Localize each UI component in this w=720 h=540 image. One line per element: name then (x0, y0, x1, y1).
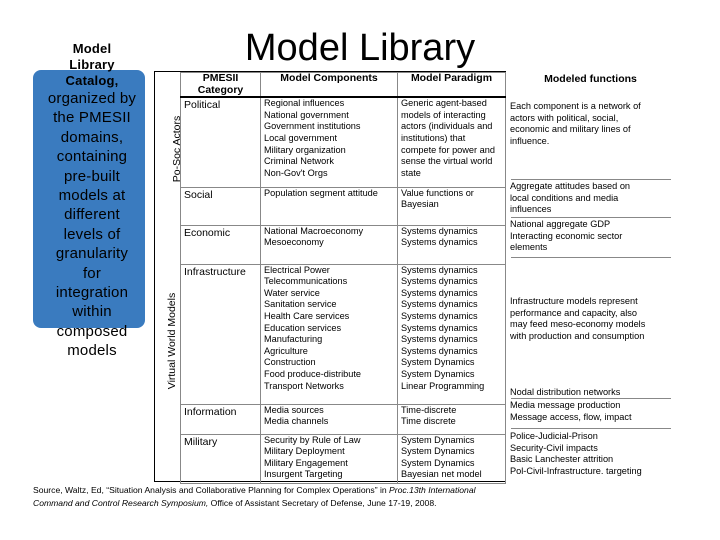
paradigm-line: Systems dynamics (401, 322, 478, 333)
paradigm-line: System Dynamics (401, 357, 475, 368)
function-line: influence. (510, 135, 550, 146)
components-cell (261, 97, 398, 187)
sidebar-line: for (82, 264, 102, 282)
paradigm-line: Systems dynamics (401, 225, 478, 236)
sidebar-line: domains, (60, 128, 124, 146)
paradigm-cell (398, 404, 506, 434)
component-line: Media channels (264, 416, 329, 427)
paradigm-cell (398, 264, 506, 404)
sidebar-line: integration (55, 284, 129, 302)
functions-cell (510, 431, 670, 477)
component-line: Security by Rule of Law (264, 434, 361, 445)
function-line: Police-Judicial-Prison (510, 431, 598, 441)
functions-cell (510, 181, 670, 216)
function-line: Security-Civil impacts (510, 442, 598, 453)
paradigm-line: Systems dynamics (401, 334, 478, 345)
paradigm-line: Time discrete (401, 416, 456, 427)
paradigm-line: Time-discrete (401, 404, 457, 415)
function-line: Each component is a network of (510, 101, 641, 111)
paradigm-cell (398, 97, 506, 187)
paradigm-line: state (401, 167, 421, 178)
category-cell: Military (181, 434, 261, 483)
sidebar-bold-line: Library (69, 57, 115, 72)
function-line: elements (510, 242, 548, 253)
category-cell: Political (181, 97, 261, 187)
table-row (181, 434, 506, 483)
source-lead: Source, Waltz, Ed, “Situation Analysis and Collaborative Planning for Complex Operations” in (33, 485, 390, 495)
paradigm-line: Systems dynamics (401, 276, 478, 287)
sidebar-line: pre-built (64, 167, 120, 185)
paradigm-line: Systems dynamics (401, 311, 478, 322)
sidebar-bold-line: Model (72, 41, 112, 56)
component-line: Insurgent Targeting (264, 469, 343, 480)
table-header-row (181, 73, 506, 98)
sidebar-description (30, 41, 154, 361)
row-divider (511, 257, 671, 258)
function-line: Basic Lanchester attrition (510, 454, 614, 465)
component-line: Criminal Network (264, 156, 334, 167)
table-row (181, 225, 506, 264)
function-line: may feed meso-economy models (510, 319, 646, 330)
component-line: Population segment attitude (264, 187, 378, 198)
component-line: Government institutions (264, 121, 361, 132)
function-line: economic and military lines of (510, 124, 631, 135)
table-row (181, 404, 506, 434)
model-catalog-table (180, 72, 506, 484)
source-citation (33, 484, 513, 510)
component-line: Electrical Power (264, 264, 330, 275)
paradigm-line: System Dynamics (401, 457, 475, 468)
functions-cell (510, 400, 670, 423)
row-divider (511, 217, 671, 218)
component-line: Agriculture (264, 345, 308, 356)
component-line: Health Care services (264, 311, 350, 322)
column-header: Model Components (261, 73, 398, 98)
component-line: Water service (264, 287, 320, 298)
function-line: actors with political, social, (510, 112, 619, 123)
sidebar-line: models at (58, 187, 126, 205)
paradigm-line: Generic agent-based (401, 98, 487, 109)
sidebar-line: levels of (63, 225, 121, 243)
functions-extra-cell (510, 387, 670, 399)
group-label-virtual-world: Virtual World Models (166, 292, 178, 390)
category-cell: Social (181, 187, 261, 225)
table-row (181, 97, 506, 187)
component-line: Local government (264, 132, 338, 143)
paradigm-line: System Dynamics (401, 434, 475, 445)
sidebar-line: composed (56, 322, 128, 340)
function-line: Message access, flow, impact (510, 411, 632, 422)
components-cell (261, 187, 398, 225)
sidebar-line: organized by (47, 90, 137, 107)
component-line: Manufacturing (264, 334, 323, 345)
component-line: Military organization (264, 144, 346, 155)
component-line: National government (264, 109, 349, 120)
functions-cell (510, 296, 670, 342)
components-cell (261, 264, 398, 404)
sidebar-bold-line: Catalog, (65, 73, 119, 88)
component-line: Telecommunications (264, 276, 348, 287)
page-title: Model Library (244, 27, 476, 69)
function-line: performance and capacity, also (510, 307, 637, 318)
component-line: Transport Networks (264, 380, 344, 391)
category-cell: Information (181, 404, 261, 434)
function-line: Infrastructure models represent (510, 296, 638, 306)
table-row (181, 187, 506, 225)
component-line: Construction (264, 357, 316, 368)
sidebar-line: granularity (55, 245, 129, 263)
sidebar-line: within (72, 303, 112, 321)
function-line: Nodal distribution networks (510, 387, 621, 397)
components-cell (261, 404, 398, 434)
paradigm-line: institutions) that (401, 132, 466, 143)
component-line: National Macroeconomy (264, 225, 364, 236)
source-tail: Office of Assistant Secretary of Defense, June 17-19, 2008. (208, 498, 437, 508)
group-label-actors: Po-Soc Actors (171, 115, 183, 183)
sidebar-line: containing (56, 148, 128, 166)
function-line: local conditions and media (510, 192, 619, 203)
paradigm-line: Systems dynamics (401, 264, 478, 275)
functions-cell (510, 219, 670, 254)
row-divider (511, 428, 671, 429)
paradigm-cell (398, 434, 506, 483)
component-line: Mesoeconomy (264, 237, 324, 248)
paradigm-line: models of interacting (401, 109, 486, 120)
sidebar-line: the PMESII (53, 109, 131, 127)
function-line: Aggregate attitudes based on (510, 181, 631, 191)
paradigm-line: Systems dynamics (401, 299, 478, 310)
function-line: Interacting economic sector (510, 230, 623, 241)
component-line: Regional influences (264, 98, 345, 109)
paradigm-line: Bayesian (401, 199, 439, 210)
paradigm-line: Linear Programming (401, 380, 485, 391)
component-line: Media sources (264, 404, 324, 415)
paradigm-cell (398, 187, 506, 225)
paradigm-line: Systems dynamics (401, 237, 478, 248)
component-line: Military Engagement (264, 457, 348, 468)
paradigm-line: compete for power and (401, 144, 495, 155)
column-header: PMESII Category (181, 73, 261, 98)
sidebar-line: different (64, 206, 120, 224)
paradigm-line: System Dynamics (401, 446, 475, 457)
components-cell (261, 434, 398, 483)
paradigm-line: sense the virtual world (401, 156, 493, 167)
component-line: Food produce-distribute (264, 369, 362, 380)
function-line: National aggregate GDP (510, 219, 611, 229)
component-line: Education services (264, 322, 342, 333)
column-header: Modeled functions (544, 73, 637, 85)
category-cell: Infrastructure (181, 264, 261, 404)
paradigm-line: Bayesian net model (401, 469, 482, 480)
paradigm-line: Systems dynamics (401, 345, 478, 356)
row-divider (511, 179, 671, 180)
paradigm-line: System Dynamics (401, 369, 475, 380)
functions-cell (510, 101, 670, 147)
paradigm-line: Value functions or (401, 187, 474, 198)
function-line: influences (510, 204, 552, 215)
table-row (181, 264, 506, 404)
function-line: Media message production (510, 400, 621, 410)
paradigm-cell (398, 225, 506, 264)
paradigm-line: Systems dynamics (401, 287, 478, 298)
function-line: Pol-Civil-Infrastructure. targeting (510, 465, 642, 476)
function-line: with production and consumption (510, 330, 645, 341)
component-line: Military Deployment (264, 446, 345, 457)
paradigm-line: actors (individuals and (401, 121, 493, 132)
category-cell: Economic (181, 225, 261, 264)
column-header: Model Paradigm (398, 73, 506, 98)
source-proceedings: Proc.13th International Command and Control Research Symposium, (33, 485, 476, 508)
component-line: Non-Gov't Orgs (264, 167, 328, 178)
component-line: Sanitation service (264, 299, 337, 310)
sidebar-line: models (67, 342, 117, 360)
components-cell (261, 225, 398, 264)
